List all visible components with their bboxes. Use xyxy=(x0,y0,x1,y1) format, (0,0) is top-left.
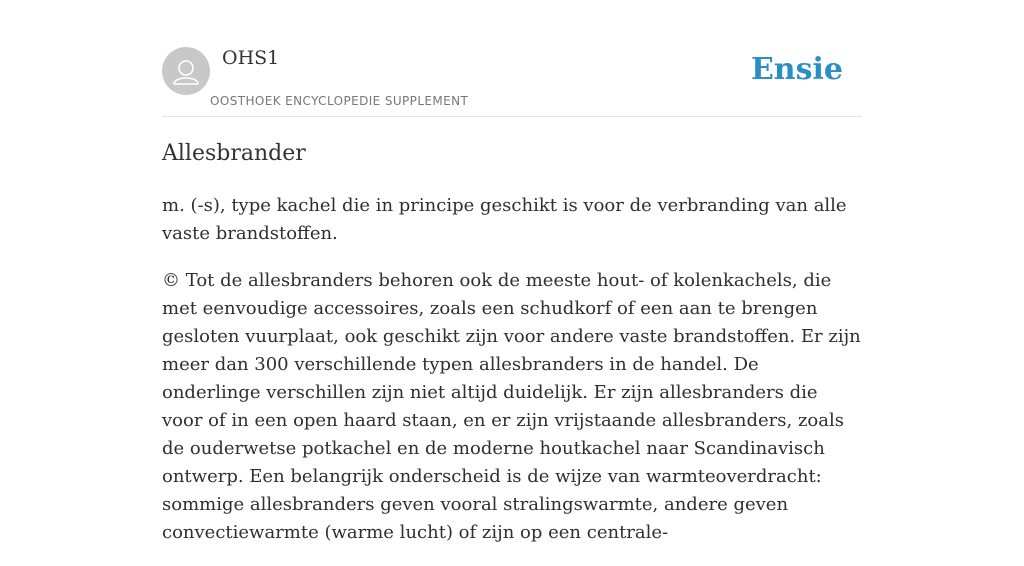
avatar[interactable] xyxy=(162,47,210,95)
header xyxy=(162,0,862,117)
article-body: © Tot de allesbranders behoren ook de meeste hout- of kolenkachels, die met eenvoudige accessoires, zoals een schudkorf of een aan te brengen gesloten vuurplaat, ook geschikt zijn voor andere vaste brandstoffen. Er zijn meer dan 300 verschillende typen allesbranders in de handel. De onderlinge verschillen zijn niet altijd duidelijk. Er zijn allesbranders die voor of in een open haard staan, en er zijn vrijstaande allesbranders, zoals de ouderwetse potkachel en de moderne houtkachel naar Scandinavisch ontwerp. Een belangrijk onderscheid is de wijze van warmteoverdracht: sommige allesbranders geven vooral stralingswarmte, andere geven convectiewarmte (warme lucht) of zijn op een centrale- xyxy=(162,270,861,543)
user-placeholder-icon xyxy=(162,47,210,95)
article xyxy=(162,138,862,566)
username-link[interactable]: OHS1 xyxy=(222,47,280,69)
article-definition: m. (-s), type kachel die in principe geschikt is voor de verbranding van alle vaste brandstoffen. xyxy=(162,195,847,244)
brand-logo[interactable]: Ensie xyxy=(750,52,843,87)
source-subtitle[interactable]: OOSTHOEK ENCYCLOPEDIE SUPPLEMENT xyxy=(210,94,469,108)
article-title: Allesbrander xyxy=(162,141,306,166)
